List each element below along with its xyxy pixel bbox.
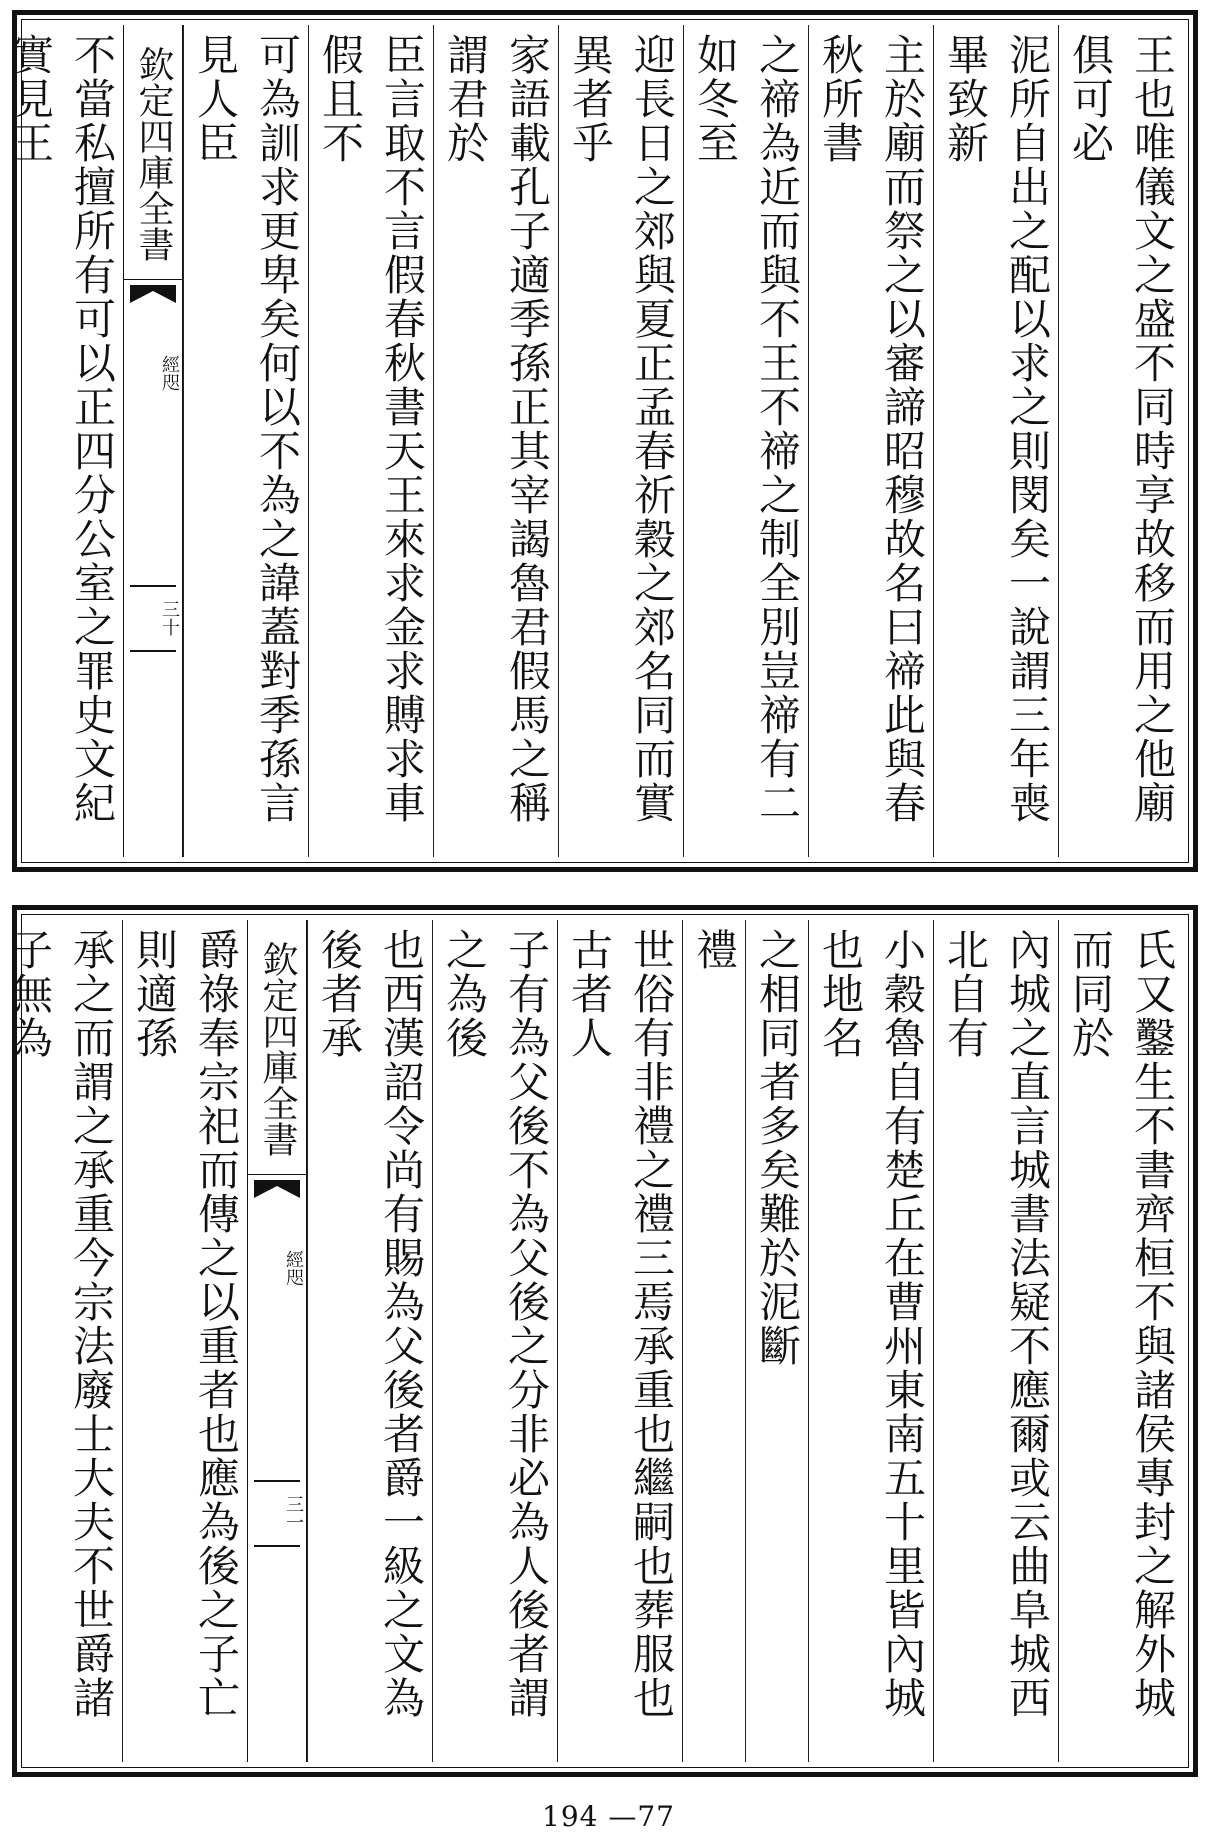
text-column: 主於廟而祭之以審諦昭穆故名曰禘此與春秋所書	[808, 25, 933, 857]
text-column: 之相同者多矣難於泥斷	[745, 920, 808, 1762]
book-title: 欽定四庫全書	[248, 924, 306, 1175]
text-column: 內城之直言城書法疑不應爾或云曲阜城西北自有	[933, 920, 1058, 1762]
fish-tail-mark-icon	[254, 1180, 300, 1198]
center-fold-margin	[123, 25, 183, 857]
text-column: 也西漢詔令尚有賜為父後者爵一級之文為後者承	[307, 920, 432, 1762]
margin-rule	[130, 585, 176, 587]
top-page-frame	[6, 10, 1198, 872]
text-column: 小穀魯自有楚丘在曹州東南五十里皆內城也地名	[808, 920, 933, 1762]
text-column: 家語載孔子適季孫正其宰謁魯君假馬之稱謂君於	[433, 25, 558, 857]
page-number: 三一	[283, 1495, 304, 1531]
folio-number: 194 —77	[542, 1800, 675, 1833]
bottom-page-frame	[5, 905, 1198, 1777]
text-column: 臣言取不言假春秋書天王來求金求賻求車假且不	[308, 25, 433, 857]
center-fold-margin	[247, 920, 307, 1762]
text-column: 泥所自出之配以求之則閔矣一說謂三年喪畢致新	[933, 25, 1058, 857]
text-column: 迎長日之郊與夏正孟春祈穀之郊名同而實異者乎	[558, 25, 683, 857]
top-page-columns	[6, 25, 1183, 857]
fish-tail-mark-icon	[130, 285, 176, 303]
text-column: 子有為父後不為父後之分非必為人後者謂之為後	[432, 920, 557, 1762]
margin-rule	[130, 650, 176, 652]
margin-rule	[254, 1480, 300, 1482]
text-column: 之禘為近而與不王不禘之制全別豈禘有二如冬至	[683, 25, 808, 857]
section-title: 經咫	[283, 1250, 304, 1286]
text-column: 爵祿奉宗祀而傳之以重者也應為後之子亡則適孫	[122, 920, 247, 1762]
margin-rule	[254, 1545, 300, 1547]
section-heading: 禮	[682, 920, 745, 1762]
text-column: 承之而謂之承重今宗法廢士大夫不世爵諸子無為	[0, 920, 122, 1762]
section-title: 經咫	[159, 355, 180, 391]
text-column: 氏又鑿生不書齊桓不與諸侯專封之解外城而同於	[1058, 920, 1183, 1762]
text-column: 王也唯儀文之盛不同時享故移而用之他廟俱可必	[1058, 25, 1183, 857]
text-column: 世俗有非禮之禮三焉承重也繼嗣也葬服也古者人	[557, 920, 682, 1762]
text-column: 不當私擅所有可以正四分公室之罪史文紀實見王	[0, 25, 123, 857]
page-number: 三十	[159, 600, 180, 636]
text-column: 可為訓求更卑矣何以不為之諱蓋對季孫言見人臣	[183, 25, 308, 857]
bottom-page-columns	[5, 920, 1183, 1762]
book-title: 欽定四庫全書	[124, 29, 182, 280]
